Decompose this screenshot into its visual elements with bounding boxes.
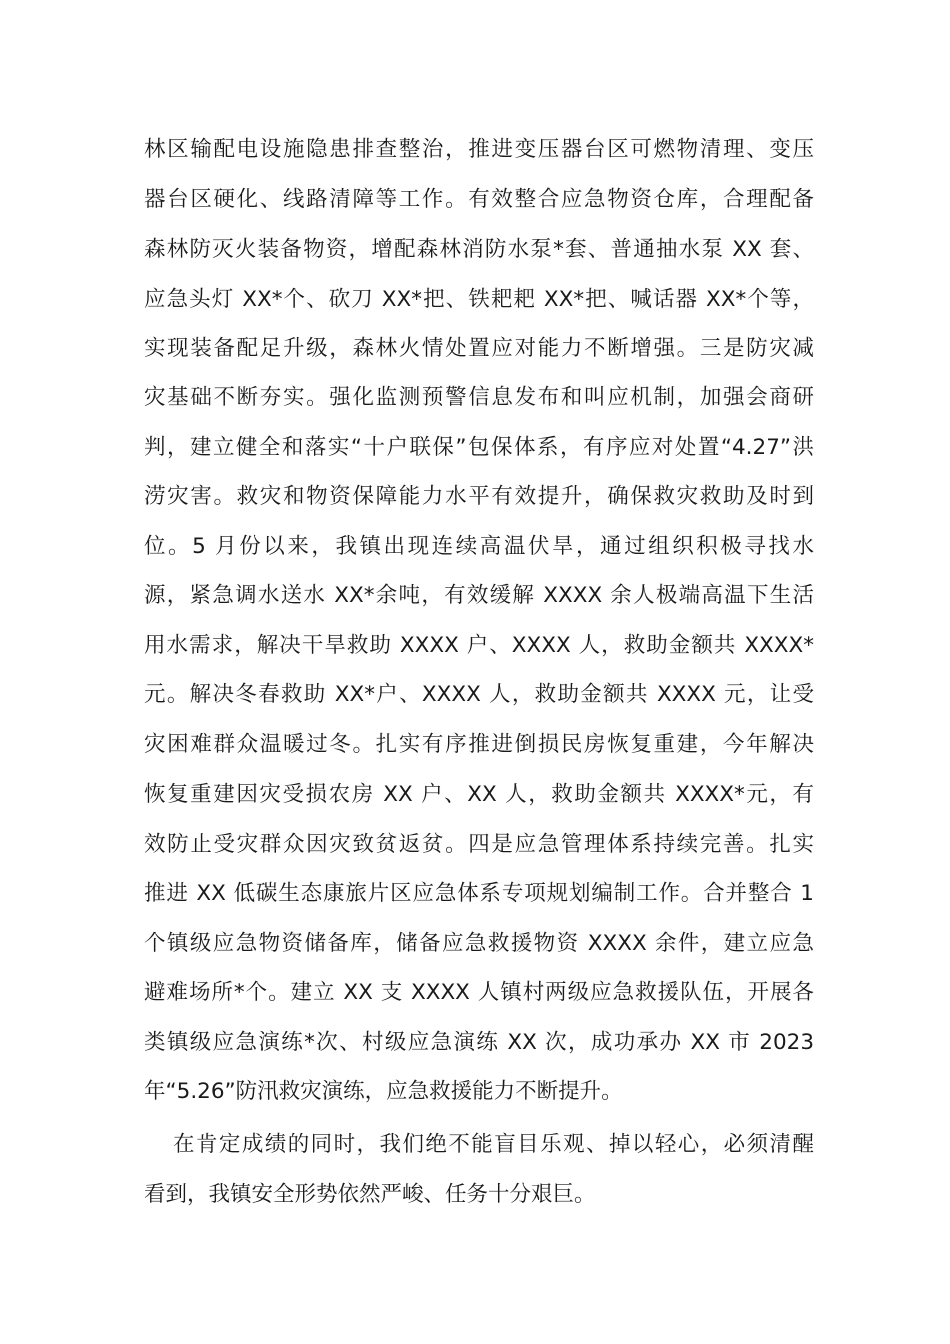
text-line: 在肯定成绩的同时，我们绝不能盲目乐观、掉以轻心，必须清醒 [173, 1132, 814, 1157]
text-line: 位。5 月份以来，我镇出现连续高温伏旱，通过组织积极寻找水 [144, 534, 814, 559]
text-line: 用水需求，解决干旱救助 XXXX 户、XXXX 人，救助金额共 XXXX* [144, 633, 814, 658]
text-line: 实现装备配足升级，森林火情处置应对能力不断增强。三是防灾减 [144, 336, 814, 361]
text-line: 灾困难群众温暖过冬。扎实有序推进倒损民房恢复重建，今年解决 [144, 732, 814, 757]
text-line: 恢复重建因灾受损农房 XX 户、XX 人，救助金额共 XXXX*元，有 [144, 782, 814, 807]
text-line: 应急头灯 XX*个、砍刀 XX*把、铁耙耙 XX*把、喊话器 XX*个等， [144, 287, 814, 312]
text-line: 源，紧急调水送水 XX*余吨，有效缓解 XXXX 余人极端高温下生活 [144, 583, 814, 608]
text-line: 看到，我镇安全形势依然严峻、任务十分艰巨。 [144, 1182, 596, 1207]
text-line: 年“5.26”防汛救灾演练，应急救援能力不断提升。 [144, 1079, 623, 1104]
text-line: 森林防灭火装备物资，增配森林消防水泵*套、普通抽水泵 XX 套、 [144, 237, 814, 262]
text-line: 林区输配电设施隐患排查整治，推进变压器台区可燃物清理、变压 [144, 137, 814, 162]
text-line: 类镇级应急演练*次、村级应急演练 XX 次，成功承办 XX 市 2023 [144, 1030, 814, 1055]
text-line: 效防止受灾群众因灾致贫返贫。四是应急管理体系持续完善。扎实 [144, 832, 814, 857]
text-line: 推进 XX 低碳生态康旅片区应急体系专项规划编制工作。合并整合 1 [144, 881, 814, 906]
text-line: 个镇级应急物资储备库，储备应急救援物资 XXXX 余件，建立应急 [144, 931, 814, 956]
text-line: 灾基础不断夯实。强化监测预警信息发布和叫应机制，加强会商研 [144, 385, 814, 410]
text-line: 器台区硬化、线路清障等工作。有效整合应急物资仓库，合理配备 [144, 187, 814, 212]
text-line: 判，建立健全和落实“十户联保”包保体系，有序应对处置“4.27”洪 [144, 435, 814, 460]
text-line: 涝灾害。救灾和物资保障能力水平有效提升，确保救灾救助及时到 [144, 484, 814, 509]
text-line: 避难场所*个。建立 XX 支 XXXX 人镇村两级应急救援队伍，开展各 [144, 980, 814, 1005]
text-line: 元。解决冬春救助 XX*户、XXXX 人，救助金额共 XXXX 元，让受 [144, 682, 814, 707]
